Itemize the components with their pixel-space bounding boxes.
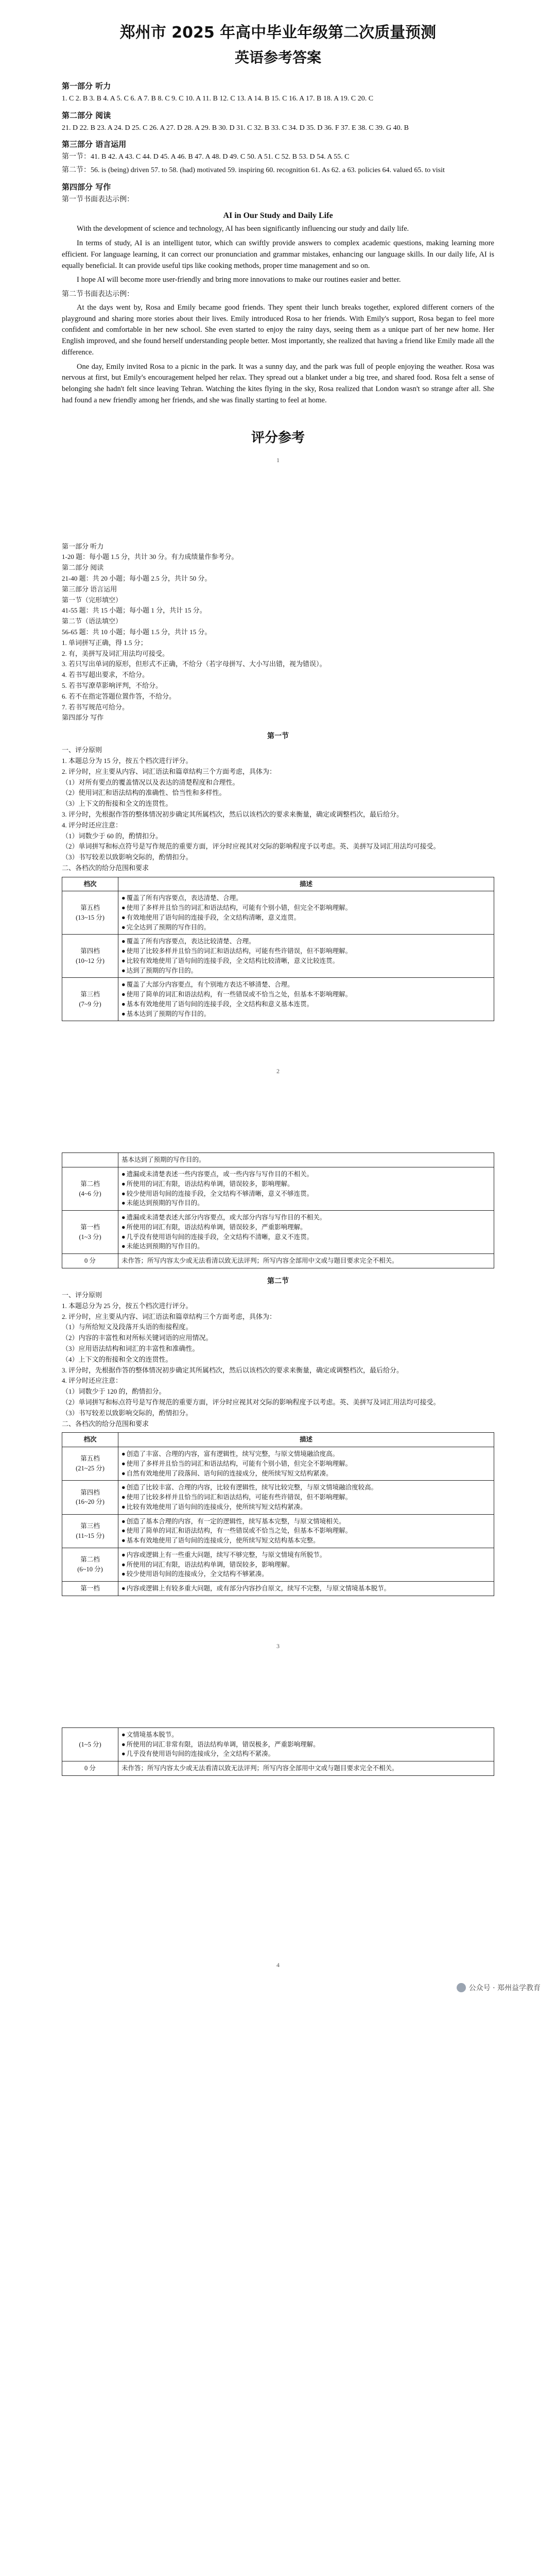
rubric-line: 一、评分原则 [62,1291,102,1299]
grading-table-section2-cont [62,1727,494,1776]
rubric-line: 2. 有，美拼写及词汇用法均可接受。 [62,649,169,657]
page-number: 4 [276,1961,280,1969]
rubric-line: 1-20 题：每小题 1.5 分，共计 30 分。有力成绩量作参考分。 [62,553,238,561]
section2-principles [62,1290,494,1429]
grade-cell: 第二档 (6~10 分) [62,1548,118,1581]
part3-heading: 第三部分 语言运用 [62,140,127,149]
description-line: ● 较少使用语句间的连接手段，全文结构不够清晰，意义不够连贯。 [121,1189,491,1199]
table-row [62,1447,494,1481]
description-line: ● 完全达到了预期的写作目的。 [121,923,491,933]
description-line: ● 比较有效地使用了语句间的连接手段，全文结构比较清晰，意义比较连贯。 [121,956,491,966]
grade-cell [62,1153,118,1167]
description-line: ● 几乎没有使用语句间的连接成分，全文结构不紧凑。 [121,1749,491,1759]
doc-subtitle: 英语参考答案 [234,49,321,66]
grading-table-section1 [62,877,494,1022]
rubric-line: 4. 评分时还应注意： [62,1377,123,1385]
rubric-line: 4. 评分时还应注意： [62,821,123,829]
rubric-line: 3. 评分时，先根据作答的整体情况初步确定其所属档次，然后以该档次的要求来衡量，确定或调整档次，最后给分。 [62,1366,404,1374]
description-line: ● 创造了基本合理的内容，有一定的逻辑性，续写基本完整，与原文情境相关。 [121,1517,491,1527]
description-line: ● 所使用的词汇非常有限，语法结构单调，错误极多，严重影响理解。 [121,1740,491,1750]
rubric-line: 第一节（完形填空） [62,596,123,604]
description-cell [118,1211,494,1254]
description-cell [118,1254,494,1268]
rubric-line: 3. 若只写出单词的原形，但形式不正确，不给分（若字母拼写、大小写出错，视为错误）。 [62,660,326,668]
description-line: ● 比较有效地使用了语句间的连接成分，使所续写短文结构紧凑。 [121,1502,491,1512]
essay-title: AI in Our Study and Daily Life [223,211,333,221]
description-line: ● 使用了简单的词汇和语法结构，有一些错误或不恰当之处，但基本不影响理解。 [121,990,491,999]
description-line: ● 所使用的词汇有限，语法结构单调，错误较多，影响理解。 [121,1560,491,1570]
rubric-line: （4）上下文的衔接和全文的连贯性。 [62,1355,172,1363]
description-line: ● 基本有效地使用了语句间的连接手段，全文结构和意义基本连贯。 [121,999,491,1009]
rubric-line: （2）使用词汇和语法结构的准确性、恰当性和多样性。 [62,789,226,797]
description-cell [118,1481,494,1514]
rubric-line: 56-65 题：共 10 小题；每小题 1.5 分，共计 15 分。 [62,628,212,636]
rubric-scoring-lines [62,541,494,724]
grade-cell: 第一档 (1~3 分) [62,1211,118,1254]
description-cell [118,1548,494,1581]
description-line: ● 基本达到了预期的写作目的。 [121,1009,491,1019]
description-line: 未作答；所写内容太少或无法看清以致无法评判；所写内容全部用中文或与题目要求完全不相关。 [121,1765,398,1772]
rubric-line: （3）书写较差以致影响交际的，酌情扣分。 [62,1409,193,1417]
table-row [62,1211,494,1254]
description-line: ● 基本有效地使用了语句间的连接成分，使所续写短文结构基本完整。 [121,1536,491,1546]
description-line: ● 遗漏或未清楚表述一些内容要点，或一些内容与写作目的不相关。 [121,1170,491,1179]
description-line: ● 使用了多样并且恰当的词汇和语法结构，可能有个别小错，但完全不影响理解。 [121,903,491,913]
doc-title: 郑州市 2025 年高中毕业年级第二次质量预测 [119,24,437,42]
grade-cell: 第四档 (10~12 分) [62,935,118,978]
table-row [62,978,494,1021]
part4-heading: 第四部分 写作 [62,182,111,192]
rubric-line: 2. 评分时，应主要从内容、词汇语法和篇章结构三个方面考虑，具体为： [62,1312,276,1320]
rubric-line: 第一部分 听力 [62,542,104,550]
rubric-line: 1. 单词拼写正确，得 1.5 分； [62,638,147,647]
essay-paragraph: At the days went by, Rosa and Emily became good friends. They spent their lunch breaks together, explored different corners of the playground and sharing more stories about their lives. Emily introduced Rosa to her friends. With Emily's support, Rosa began to feel more confident and comfortable in her new school. She even started to enjoy the rainy days, seeing them as a unique part of her new home. Her English improved, and she found herself understanding people better. Most importantly, she realized that having a friend like Emily made all the difference. [62,303,494,357]
rubric-line: 3. 评分时，先根据作答的整体情况初步确定其所属档次，然后以该档次的要求来衡量，确定或调整档次，最后给分。 [62,810,404,818]
rubric-line: 4. 若书写超出要求，不给分。 [62,671,149,679]
rubric-line: 一、评分原则 [62,746,102,754]
description-line: ● 覆盖了所有内容要点，表达清楚、合理。 [121,893,491,903]
rubric-line: （1）词数少于 120 的，酌情扣分。 [62,1387,166,1396]
table-row [62,1167,494,1211]
description-line: ● 几乎没有使用语句间的连接手段，全文结构不清晰，意义不连贯。 [121,1232,491,1242]
page-number: 3 [276,1642,280,1650]
rubric-line: 1. 本题总分为 25 分，按五个档次进行评分。 [62,1301,193,1310]
description-line: ● 创造了丰富、合理的内容，富有逻辑性，续写完整，与原文情境融洽度高。 [121,1449,491,1459]
rubric-line: 2. 评分时，应主要从内容、词汇语法和篇章结构三个方面考虑，具体为： [62,767,276,775]
description-cell [118,891,494,935]
rubric-line: 1. 本题总分为 15 分，按五个档次进行评分。 [62,756,193,765]
part4-sample2-label: 第二节书面表达示例： [62,291,134,299]
rubric-line: 二、各档次的给分范围和要求 [62,1419,149,1428]
grade-cell: 第三档 (7~9 分) [62,978,118,1021]
rubric-title: 评分参考 [251,430,305,446]
part3-section2-answers: 第二节：56. is (being) driven 57. to 58. (had) motivated 59. inspiring 60. recognition 61. As 62. a 63. policies 64. valued 65. to visit [62,166,445,175]
description-line: ● 达到了预期的写作目的。 [121,966,491,976]
page-number: 1 [276,456,280,464]
description-line: 未作答；所写内容太少或无法看清以致无法评判；所写内容全部用中文或与题目要求完全不相关。 [121,1257,398,1265]
rubric-line: （1）与所给短文及段落开头语的衔接程度。 [62,1323,193,1331]
part1-heading: 第一部分 听力 [62,81,111,91]
description-line: ● 所使用的词汇有限，语法结构单调，错误较多，严重影响理解。 [121,1223,491,1232]
rubric-line: （3）应用语法结构和词汇的丰富性和准确性。 [62,1344,199,1352]
table-row [62,1514,494,1548]
table-row [62,1548,494,1581]
table-header: 描述 [118,1433,494,1447]
part2-heading: 第二部分 阅读 [62,110,111,120]
rubric-line: 第三部分 语言运用 [62,585,117,593]
essay-paragraph: In terms of study, AI is an intelligent tutor, which can swiftly provide answers to complex academic questions, making learning more efficient. For language learning, it can correct our pronunciation and grammar mistakes, enhancing our language skills. In our daily life, AI is equally beneficial. It can provide useful tips like cooking methods, proper time management and so on. [62,239,494,270]
table-row [62,1153,494,1167]
description-line: ● 遗漏或未清楚表述大部分内容要点，或大部分内容与写作目的不相关。 [121,1213,491,1223]
description-line: ● 覆盖了所有内容要点，表达比较清楚、合理。 [121,937,491,946]
table-header: 描述 [118,877,494,891]
table-row [62,935,494,978]
description-cell [118,1761,494,1776]
description-line: ● 使用了多样并且恰当的词汇和语法结构，可能有个别小错，但完全不影响理解。 [121,1459,491,1469]
rubric-line: （2）单词拼写和标点符号是写作规范的重要方面，评分时应视其对交际的影响程度予以考虑。英、美拼写及词汇用法均可接受。 [62,842,440,851]
rubric-line: （2）单词拼写和标点符号是写作规范的重要方面，评分时应视其对交际的影响程度予以考虑。英、美拼写及词汇用法均可接受。 [62,1398,440,1406]
grade-cell: 第二档 (4~6 分) [62,1167,118,1211]
rubric-line: （2）内容的丰富性和对所标关键词语的应用情况。 [62,1334,213,1342]
grade-cell: 第三档 (11~15 分) [62,1514,118,1548]
description-line: 基本达到了预期的写作目的。 [121,1156,205,1164]
description-cell [118,1167,494,1211]
description-line: ● 使用了比较多样并且恰当的词汇和语法结构，可能有些许错误，但不影响理解。 [121,1493,491,1502]
description-cell [118,1514,494,1548]
rubric-line: 第二节（语法填空） [62,617,123,625]
grade-cell: 第五档 (21~25 分) [62,1447,118,1481]
grading-table-section2 [62,1432,494,1596]
wechat-icon [457,1983,466,1992]
grade-cell: 第一档 [62,1582,118,1596]
writing-section1-title: 第一节 [267,732,289,741]
rubric-line: 5. 若书写潦草影响评判，不给分。 [62,681,163,689]
description-line: ● 创造了比较丰富、合理的内容，比较有逻辑性，续写比较完整，与原文情境融洽度较高。 [121,1483,491,1493]
watermark [457,1982,541,1993]
table-row [62,1254,494,1268]
table-row [62,1761,494,1776]
description-line: ● 使用了比较多样并且恰当的词汇和语法结构，可能有些许错误，但不影响理解。 [121,946,491,956]
table-row [62,891,494,935]
essay-paragraph: I hope AI will become more user-friendly and bring more innovations to make our routines easier and better. [77,276,401,284]
rubric-line: 6. 若不在指定答题位置作答，不给分。 [62,692,176,700]
description-line: ● 有效地使用了语句间的连接手段，全文结构清晰，意义连贯。 [121,913,491,923]
description-line: ● 内容或逻辑上有一些重大问题，续写不够完整，与原文情境有所脱节。 [121,1550,491,1560]
grade-cell: 0 分 [62,1254,118,1268]
description-line: ● 内容或逻辑上有较多重大问题，或有部分内容抄自原文，续写不完整，与原文情境基本脱节。 [121,1584,491,1594]
description-cell [118,1447,494,1481]
description-line: ● 未能达到预期的写作目的。 [121,1242,491,1251]
description-line: ● 较少使用语句间的连接成分，全文结构不够紧凑。 [121,1569,491,1579]
writing-section2-title: 第二节 [267,1277,289,1285]
table-row [62,1481,494,1514]
rubric-line: （3）书写较差以致影响交际的，酌情扣分。 [62,853,193,861]
part1-answers: 1. C 2. B 3. B 4. A 5. C 6. A 7. B 8. C 9. C 10. A 11. B 12. C 13. A 14. B 15. C 16. A 17. B 18. A 19. C 20. C [62,95,374,103]
rubric-line: 41-55 题：共 15 小题；每小题 1 分，共计 15 分。 [62,606,206,615]
grade-cell: 0 分 [62,1761,118,1776]
description-line: ● 覆盖了大部分内容要点，有个别地方表达不够清楚、合理。 [121,980,491,990]
description-cell [118,978,494,1021]
part4-sample1-label: 第一节书面表达示例： [62,195,134,204]
watermark-text: 公众号 · 郑州益学教育 [468,1984,541,1992]
table-header: 档次 [62,1433,118,1447]
grade-cell: 第四档 (16~20 分) [62,1481,118,1514]
table-header: 档次 [62,877,118,891]
description-line: ● 自然有效地使用了段落间、语句间的连接成分，使所续写短文结构紧凑。 [121,1469,491,1479]
part3-section1-answers: 第一节：41. B 42. A 43. C 44. D 45. A 46. B 47. A 48. D 49. C 50. A 51. C 52. B 53. D 54. A 55. C [62,153,350,161]
rubric-line: 二、各档次的给分范围和要求 [62,863,149,872]
grading-table-section1-cont [62,1153,494,1268]
essay-paragraph: One day, Emily invited Rosa to a picnic in the park. It was a sunny day, and the park was full of people enjoying the weather. Rosa was nervous at first, but Emily's encouragement helped her relax. They spread out a blanket under a big tree, and shared food. Rosa felt a sense of belonging she hadn't felt since leaving Tehran. Watching the kites flying in the sky, Rosa realized that London wasn't so strange after all. She had found a new friendly among her friends, and she was finally starting to feel at home. [62,362,494,404]
description-cell [118,1582,494,1596]
description-cell [118,935,494,978]
part2-answers: 21. D 22. B 23. A 24. D 25. C 26. A 27. D 28. A 29. B 30. D 31. C 32. B 33. C 34. D 35. D 36. F 37. E 38. C 39. G 40. B [62,124,409,132]
grade-cell: 第五档 (13~15 分) [62,891,118,935]
description-line: ● 所使用的词汇有限，语法结构单调，错误较多，影响理解。 [121,1179,491,1189]
table-row [62,1582,494,1596]
rubric-line: （3）上下文的衔接和全文的连贯性。 [62,800,172,808]
rubric-line: 21-40 题：共 20 小题；每小题 2.5 分，共计 50 分。 [62,574,212,583]
rubric-line: 7. 若书写规范可给分。 [62,703,129,711]
section1-principles [62,745,494,874]
table-row [62,1727,494,1761]
grade-cell: (1~5 分) [62,1727,118,1761]
rubric-line: 第四部分 写作 [62,714,104,722]
description-line: ● 未能达到预期的写作目的。 [121,1198,491,1208]
description-cell [118,1153,494,1167]
description-cell [118,1727,494,1761]
rubric-line: （1）对所有要点的覆盖情况以及表达的清楚程度和合理性。 [62,778,239,786]
essay-paragraph: With the development of science and technology, AI has been significantly influencing our study and daily life. [77,225,409,233]
rubric-line: 第二部分 阅读 [62,564,104,572]
page-number: 2 [276,1067,280,1075]
rubric-line: （1）词数少于 60 的，酌情扣分。 [62,832,163,840]
description-line: ● 使用了简单的词汇和语法结构，有一些错误或不恰当之处，但基本不影响理解。 [121,1526,491,1536]
description-line: ● 文情境基本脱节。 [121,1730,491,1740]
